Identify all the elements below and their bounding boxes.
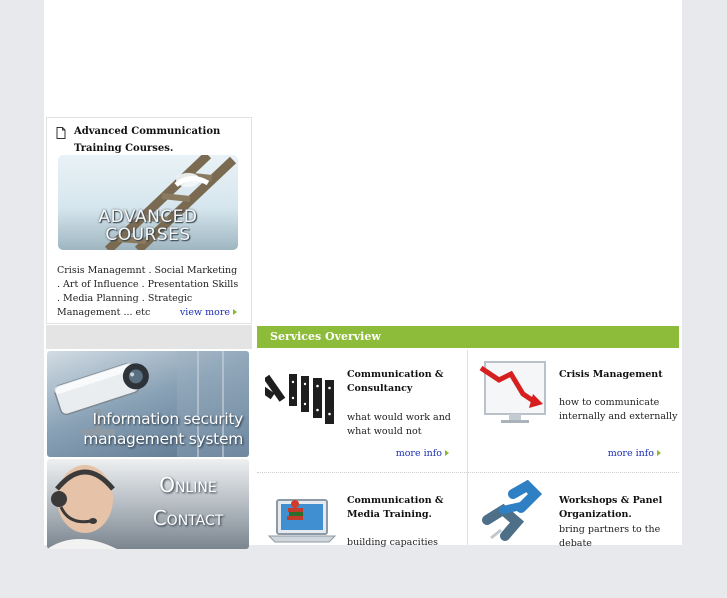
services-grid — [257, 348, 679, 549]
more-info-link[interactable] — [396, 448, 449, 459]
arrow-right-icon — [445, 450, 449, 456]
online-contact-banner[interactable] — [47, 459, 249, 549]
falling-chart-icon — [477, 354, 549, 426]
contact-banner-text — [133, 469, 243, 535]
service-title[interactable]: Crisis Management — [559, 369, 663, 380]
advanced-courses-banner[interactable] — [58, 155, 238, 250]
handshake-icon — [477, 480, 549, 552]
banner-line-courses: COURSES — [105, 225, 191, 245]
document-icon — [56, 127, 66, 139]
service-title[interactable]: Workshops & Panel Organization. — [559, 495, 663, 520]
view-more-link[interactable] — [180, 307, 237, 318]
laptop-books-icon — [265, 480, 337, 552]
service-description: what would work and what would not — [347, 412, 451, 437]
dominoes-icon — [265, 354, 337, 426]
info-security-banner[interactable] — [47, 351, 249, 457]
view-more-label: view more — [179, 307, 230, 318]
service-communication-consultancy — [257, 348, 467, 472]
security-line-1: Information security — [92, 410, 243, 428]
more-info-label: more info — [607, 448, 654, 459]
page-container — [44, 0, 682, 549]
course-description: Crisis Managemnt . Social Marketing . Art of Influence . Presentation Skills . Media Planning . Strategic Management ... etc — [57, 265, 239, 318]
more-info-link[interactable] — [608, 448, 661, 459]
more-info-label: more info — [395, 448, 442, 459]
services-title: Services Overview — [270, 330, 381, 343]
course-card — [46, 117, 252, 324]
services-divider-horizontal — [257, 472, 679, 473]
arrow-right-icon — [657, 450, 661, 456]
security-banner-text — [83, 409, 243, 449]
services-divider-vertical — [467, 350, 468, 545]
services-header — [257, 326, 679, 348]
service-media-training — [257, 474, 467, 598]
service-workshops — [469, 474, 679, 598]
service-crisis-management — [469, 348, 679, 472]
course-title[interactable]: Advanced Communication Training Courses. — [74, 126, 221, 154]
banner-line-advanced: ADVANCED — [98, 207, 198, 227]
service-description: bring partners to the debate — [559, 524, 661, 549]
service-title[interactable]: Communication & Media Training. — [347, 495, 444, 520]
security-line-2: management system — [83, 430, 243, 448]
divider-band — [46, 325, 252, 349]
contact-line-2: Contact — [152, 506, 224, 530]
arrow-right-icon — [233, 309, 237, 315]
service-description: how to communicate internally and externally — [559, 397, 678, 422]
contact-line-1: Online — [159, 473, 217, 497]
service-title[interactable]: Communication & Consultancy — [347, 369, 444, 394]
service-description: building capacities — [347, 537, 439, 548]
header-area — [44, 0, 682, 117]
